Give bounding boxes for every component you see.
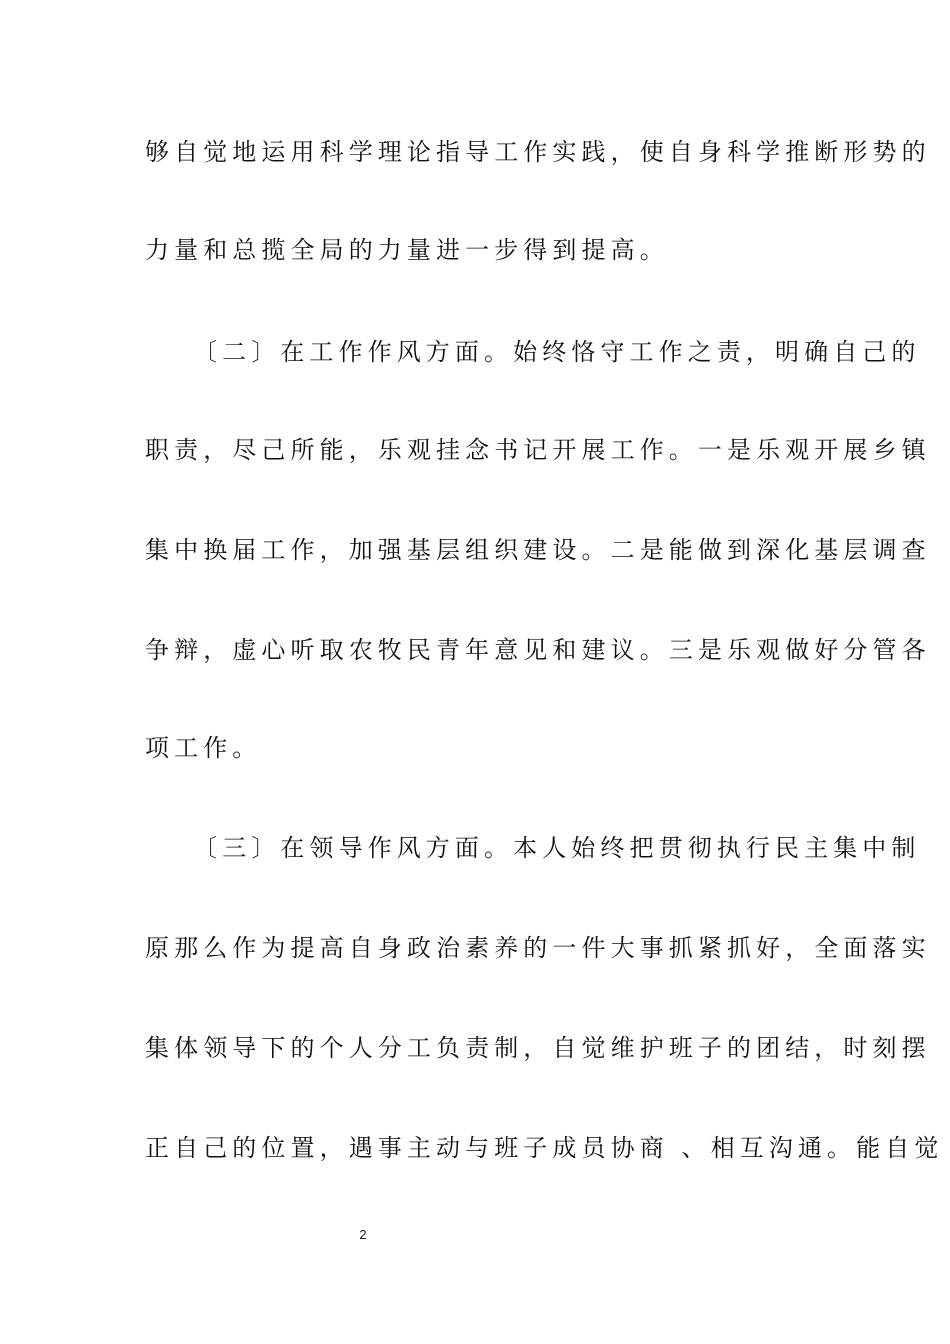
text-line: 集体领导下的个人分工负责制，自觉维护班子的团结，时刻摆 bbox=[145, 1034, 931, 1062]
text-line: 集中换届工作，加强基层组织建设。二是能做到深化基层调查 bbox=[145, 536, 931, 564]
text-line: 力量和总揽全局的力量进一步得到提高。 bbox=[145, 236, 669, 264]
text-line: 职责，尽己所能，乐观挂念书记开展工作。一是乐观开展乡镇 bbox=[145, 436, 931, 464]
text-line: 原那么作为提高自身政治素养的一件大事抓紧抓好，全面落实 bbox=[145, 934, 931, 962]
text-line: 项工作。 bbox=[145, 734, 262, 762]
text-line: 争辩，虚心听取农牧民青年意见和建议。三是乐观做好分管各 bbox=[145, 636, 931, 664]
text-line: 正自己的位置，遇事主动与班子成员协商 、相互沟通。能自觉 bbox=[145, 1134, 944, 1162]
page-number: 2 bbox=[359, 1227, 367, 1242]
section-heading-line: 〔三〕在领导作风方面。本人始终把贯彻执行民主集中制 bbox=[193, 834, 921, 862]
text-line: 够自觉地运用科学理论指导工作实践，使自身科学推断形势的 bbox=[145, 138, 931, 166]
section-heading-line: 〔二〕在工作作风方面。始终恪守工作之责，明确自己的 bbox=[193, 338, 921, 366]
